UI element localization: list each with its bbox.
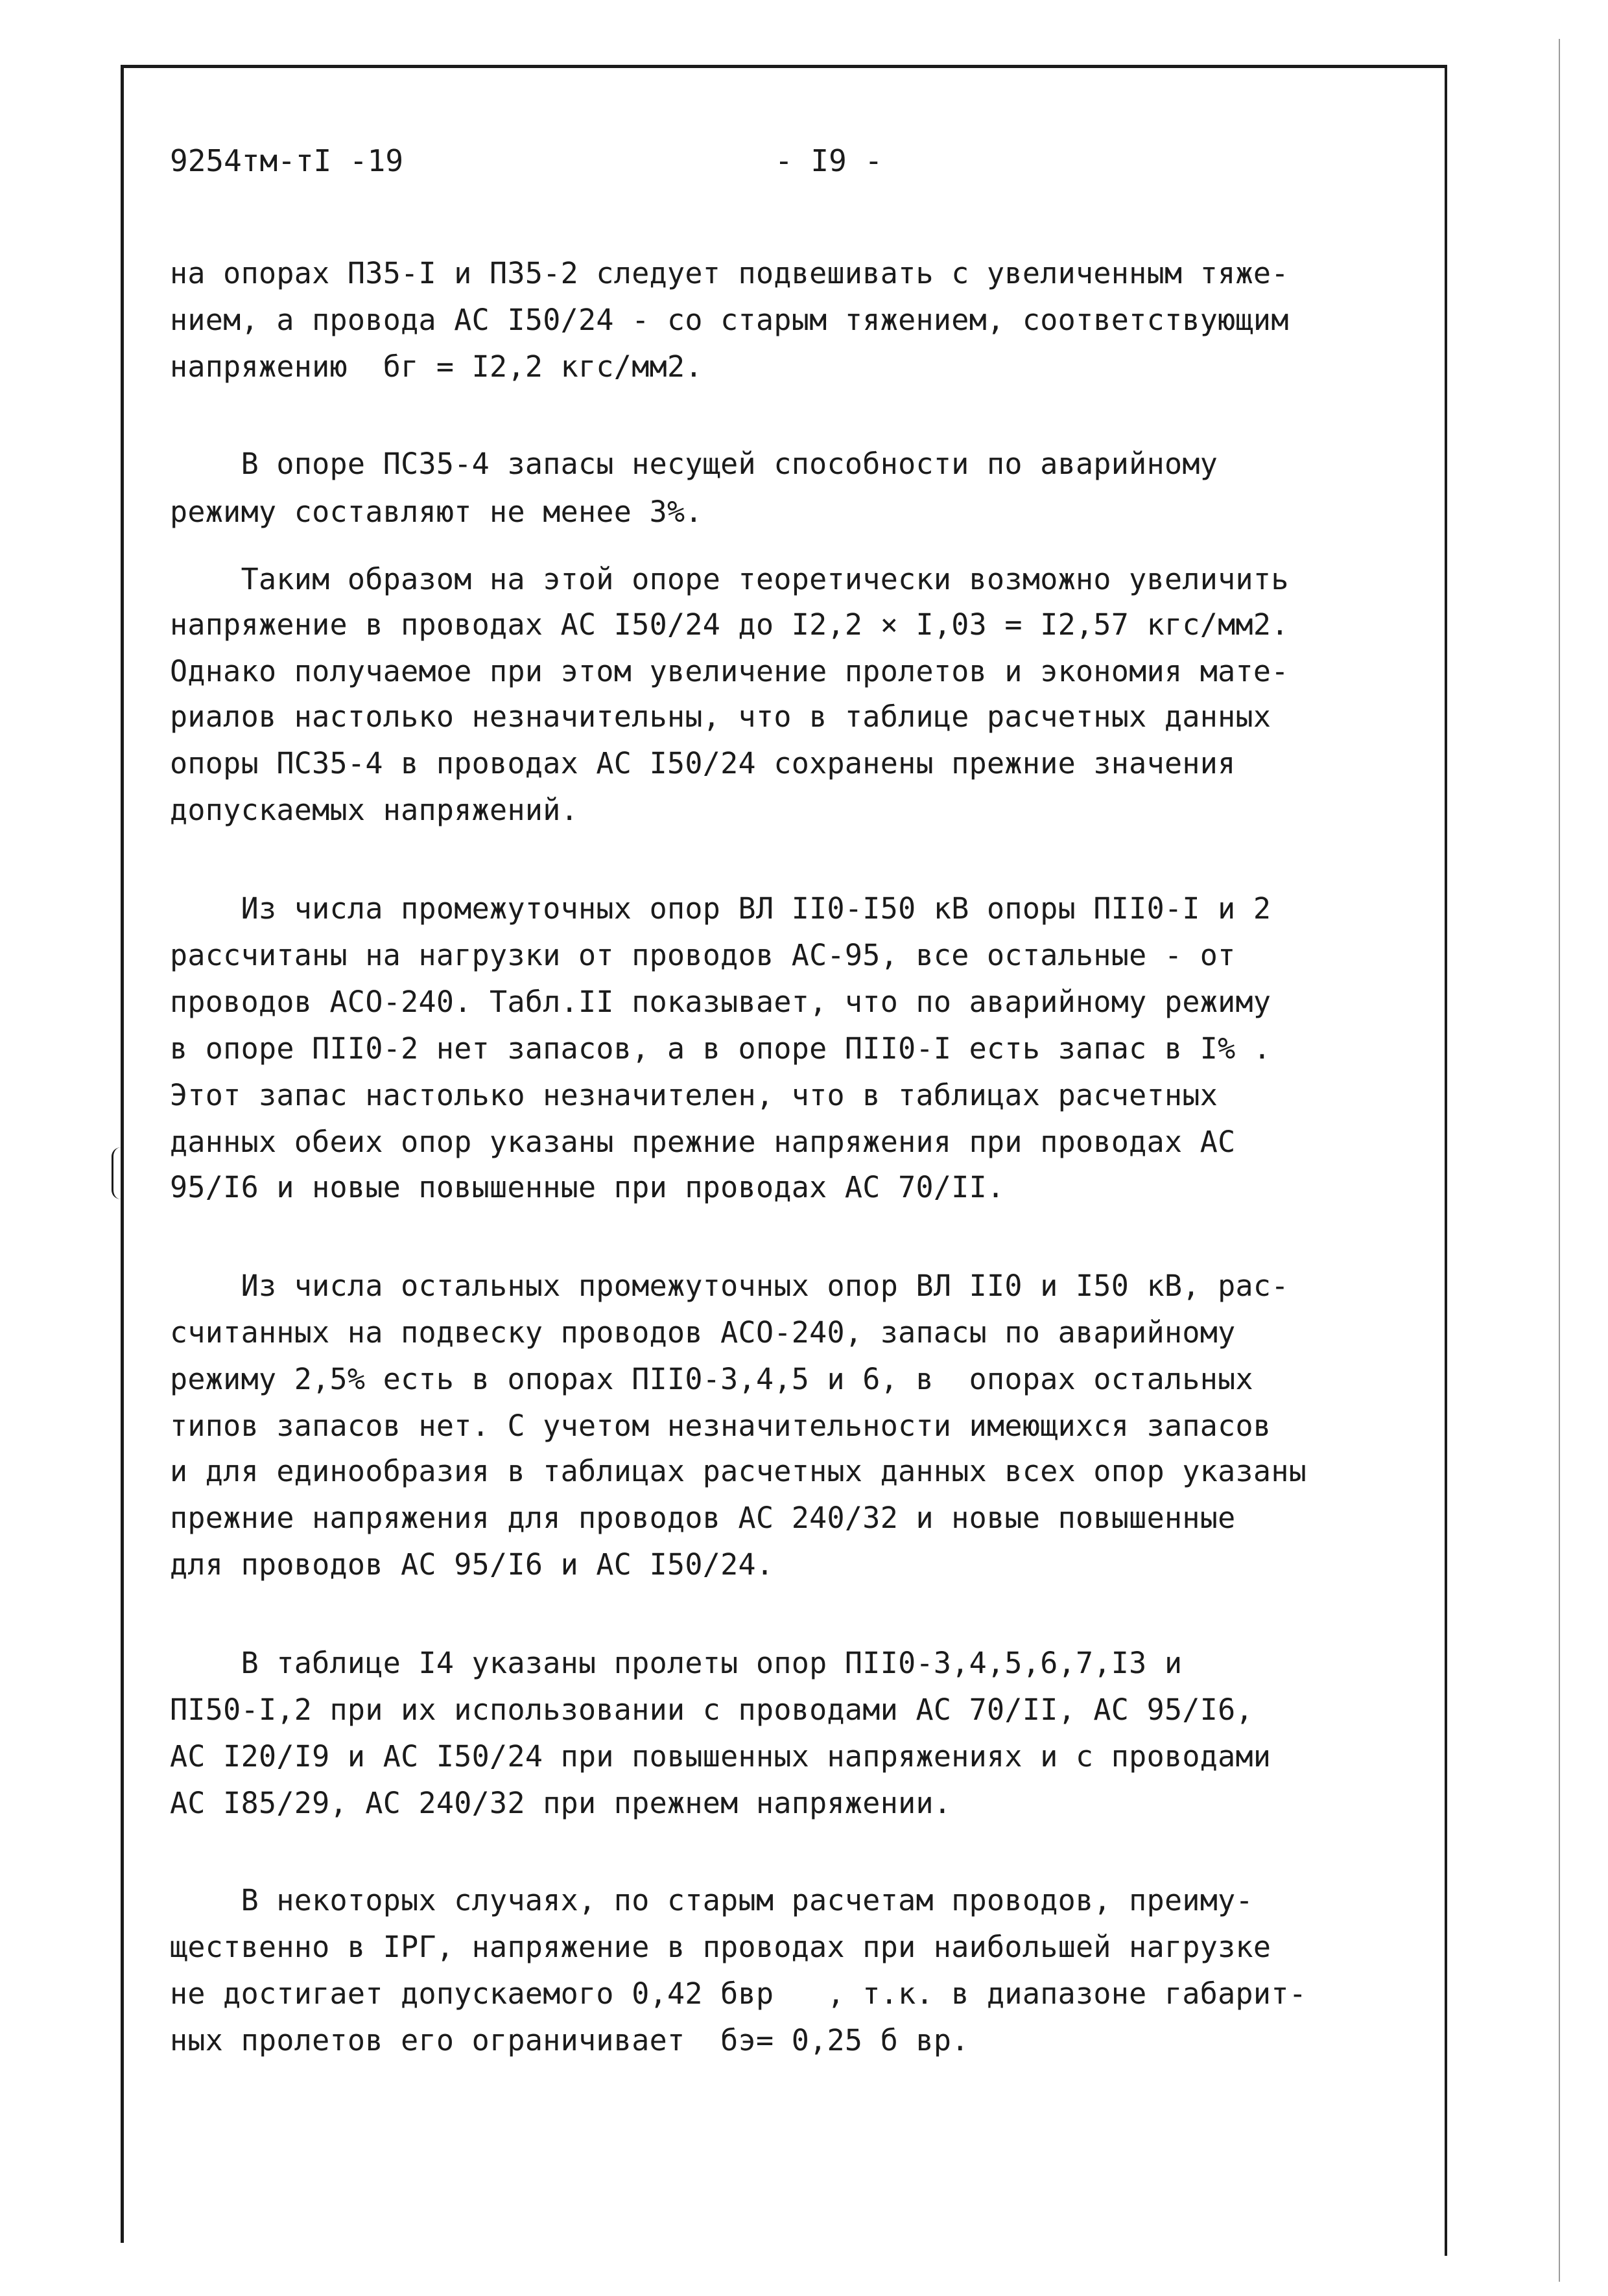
text-line: 95/I6 и новые повышенные при проводах АС 70/II.: [170, 1170, 1005, 1204]
text-line: в опоре ПII0-2 нет запасов, а в опоре ПII0-I есть запас в I% .: [170, 1031, 1271, 1066]
text-line: рассчитаны на нагрузки от проводов АС-95, все остальные - от: [170, 938, 1236, 972]
text-line: проводов АСО-240. Табл.II показывает, что по аварийному режиму: [170, 985, 1271, 1019]
text-line: не достигает допускаемого 0,42 бвр , т.к. в диапазоне габарит-: [170, 1976, 1307, 2011]
text-line: ПI50-I,2 при их использовании с проводами АС 70/II, АС 95/I6,: [170, 1693, 1253, 1727]
text-line: ных пролетов его ограничивает бэ= 0,25 б вр.: [170, 2023, 969, 2057]
text-line: Однако получаемое при этом увеличение пролетов и экономия мате-: [170, 654, 1289, 688]
text-line: Из числа остальных промежуточных опор ВЛ II0 и I50 кВ, рас-: [170, 1269, 1289, 1303]
text-line: режиму 2,5% есть в опорах ПII0-3,4,5 и 6, в опорах остальных: [170, 1362, 1253, 1396]
text-line: считанных на подвеску проводов АСО-240, запасы по аварийному: [170, 1315, 1236, 1350]
text-line: для проводов АС 95/I6 и АС I50/24.: [170, 1547, 774, 1582]
text-line: прежние напряжения для проводов АС 240/32 и новые повышенные: [170, 1501, 1236, 1535]
text-line: риалов настолько незначительны, что в таблице расчетных данных: [170, 699, 1271, 734]
frame-right-border: [1445, 65, 1447, 2256]
binding-mark: [112, 1147, 123, 1199]
text-line: щественно в IРГ, напряжение в проводах при наибольшей нагрузке: [170, 1930, 1271, 1964]
text-line: В опоре ПС35-4 запасы несущей способности по аварийному: [170, 447, 1218, 481]
frame-top-border: [121, 65, 1447, 68]
text-line: Этот запас настолько незначителен, что в таблицах расчетных: [170, 1078, 1218, 1112]
text-line: нием, а провода АС I50/24 - со старым тяжением, соответствующим: [170, 303, 1289, 337]
text-line: и для единообразия в таблицах расчетных данных всех опор указаны: [170, 1454, 1307, 1488]
text-line: на опорах П35-I и П35-2 следует подвешивать с увеличенным тяже-: [170, 256, 1289, 290]
document-code: 9254тм-тI -19: [170, 143, 404, 178]
text-line: Таким образом на этой опоре теоретически возможно увеличить: [170, 562, 1289, 596]
text-line: напряжение в проводах АС I50/24 до I2,2 × I,03 = I2,57 кгс/мм2.: [170, 607, 1289, 642]
text-line: типов запасов нет. С учетом незначительности имеющихся запасов: [170, 1409, 1271, 1443]
text-line: АС I85/29, АС 240/32 при прежнем напряжении.: [170, 1786, 952, 1820]
text-line: данных обеих опор указаны прежние напряжения при проводах АС: [170, 1125, 1236, 1159]
page-number: - I9 -: [775, 143, 883, 178]
text-line: Из числа промежуточных опор ВЛ II0-I50 кВ опоры ПII0-I и 2: [170, 891, 1271, 926]
text-line: напряжению бг = I2,2 кгс/мм2.: [170, 349, 703, 384]
scan-edge-line: [1559, 39, 1560, 2282]
text-line: АС I20/I9 и АС I50/24 при повышенных напряжениях и с проводами: [170, 1739, 1271, 1774]
text-line: режиму составляют не менее 3%.: [170, 495, 703, 529]
text-line: В таблице I4 указаны пролеты опор ПII0-3,4,5,6,7,I3 и: [170, 1646, 1183, 1680]
text-line: В некоторых случаях, по старым расчетам проводов, преиму-: [170, 1883, 1253, 1917]
text-line: допускаемых напряжений.: [170, 793, 579, 827]
text-line: опоры ПС35-4 в проводах АС I50/24 сохранены прежние значения: [170, 746, 1236, 780]
